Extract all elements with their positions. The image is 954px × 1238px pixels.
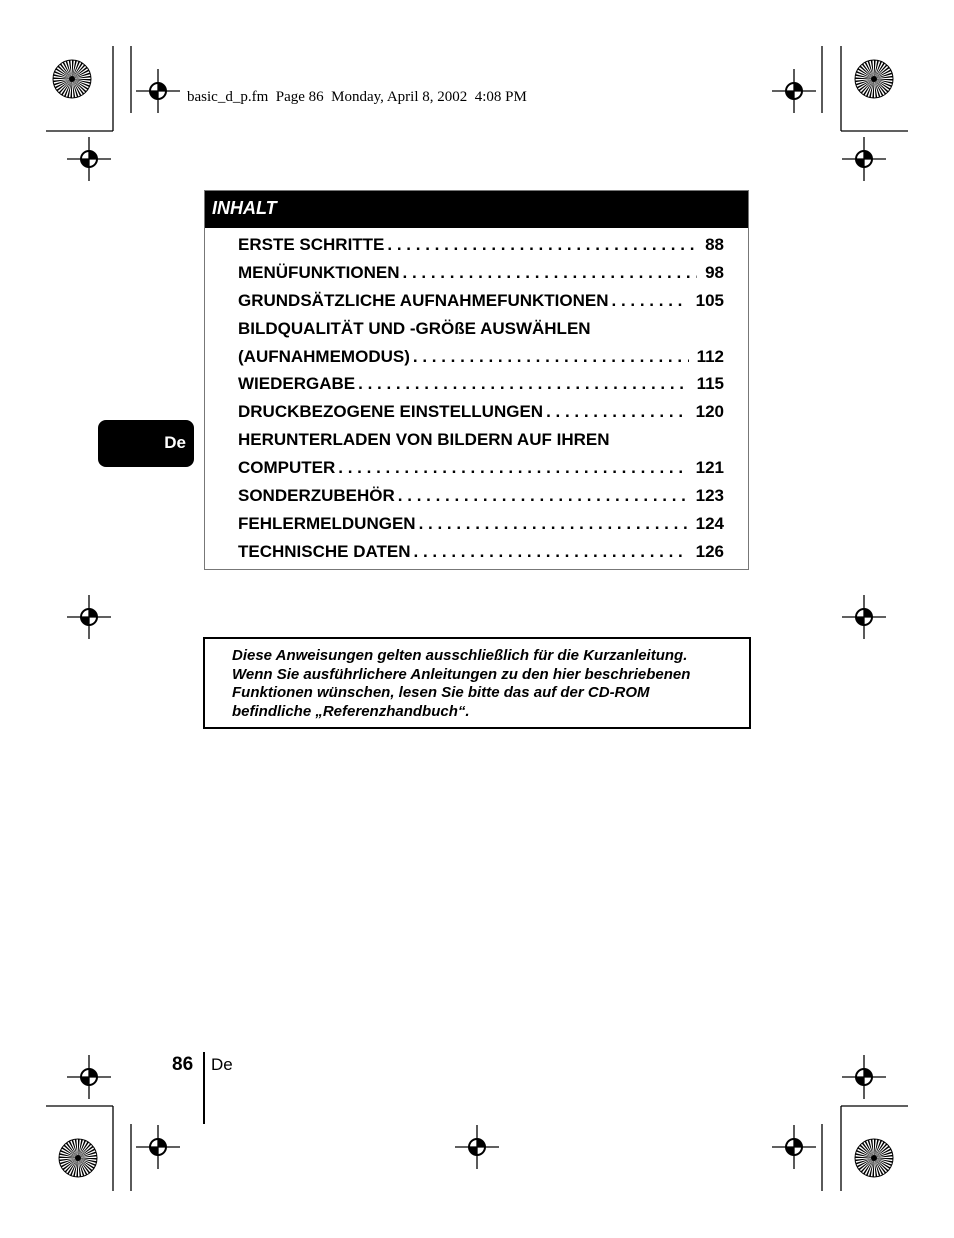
toc-entry-page: 126 [695, 541, 724, 561]
toc-entry-page: 121 [695, 458, 724, 478]
toc-leader-dots [338, 458, 687, 478]
toc-leader-dots [387, 235, 697, 255]
toc-leader-dots [612, 291, 688, 311]
toc-entry-title: HERUNTERLADEN VON BILDERN AUF IHREN [238, 430, 610, 450]
toc-leader-dots [413, 347, 689, 367]
starburst-center [871, 76, 877, 82]
note-line: befindliche „Referenzhandbuch“. [232, 702, 470, 720]
toc-leader-dots [358, 374, 688, 394]
toc-entry [238, 259, 724, 287]
toc-entry [238, 538, 724, 566]
note-line: Diese Anweisungen gelten ausschließlich für die Kurzanleitung. [232, 647, 688, 664]
toc-entry-title: FEHLERMELDUNGEN [238, 513, 416, 533]
toc-entry-title: ERSTE SCHRITTE [238, 234, 385, 254]
toc-entry-title: (AUFNAHMEMODUS) [238, 346, 410, 366]
toc-entry-page: 105 [695, 290, 724, 310]
toc-leader-dots [403, 263, 698, 283]
note-line: Wenn Sie ausführlichere Anleitungen zu den hier beschriebenen [232, 665, 691, 683]
toc-entry [238, 454, 724, 482]
toc-entry [238, 315, 724, 343]
toc-entry-page: 120 [695, 402, 724, 422]
starburst-center [75, 1155, 81, 1161]
toc-entry-page: 98 [705, 262, 724, 282]
toc-entry-page: 115 [696, 374, 724, 394]
toc-entry [238, 287, 724, 315]
footer-language: De [211, 1055, 233, 1074]
toc-entry-page: 112 [696, 346, 724, 366]
toc-entry [238, 482, 724, 510]
toc-entry-title: BILDQUALITÄT UND -GRÖßE AUSWÄHLEN [238, 318, 591, 338]
toc-entry [238, 426, 724, 454]
toc-entry [238, 510, 724, 538]
toc-entry [238, 370, 724, 398]
toc-entry-page: 124 [695, 513, 724, 533]
toc-entry-title: GRUNDSÄTZLICHE AUFNAHMEFUNKTIONEN [238, 290, 609, 310]
toc-entry [238, 398, 724, 426]
starburst-center [871, 1155, 877, 1161]
language-tab: De [98, 420, 194, 467]
toc-entry-title: MENÜFUNKTIONEN [238, 262, 400, 282]
toc-entry-page: 123 [695, 485, 724, 505]
table-of-contents [204, 190, 749, 570]
note-line: Funktionen wünschen, lesen Sie bitte das auf der CD-ROM [232, 684, 650, 701]
toc-entry-title: TECHNISCHE DATEN [238, 541, 411, 561]
toc-leader-dots [414, 542, 688, 562]
toc-list [238, 231, 724, 566]
footer-divider [203, 1052, 205, 1124]
toc-title: INHALT [205, 191, 748, 228]
toc-entry [238, 231, 724, 259]
page-number: 86 [172, 1054, 194, 1075]
toc-entry [238, 343, 724, 371]
toc-entry-title: WIEDERGABE [238, 374, 356, 394]
starburst-center [69, 76, 75, 82]
file-info-header: basic_d_p.fm Page 86 Monday, April 8, 2002 4:08 PM [187, 89, 527, 105]
toc-leader-dots [419, 514, 688, 534]
toc-entry-title: DRUCKBEZOGENE EINSTELLUNGEN [238, 402, 544, 422]
toc-leader-dots [546, 402, 688, 422]
toc-entry-page: 88 [705, 234, 724, 254]
note-box [203, 637, 751, 729]
toc-entry-title: COMPUTER [238, 458, 336, 478]
toc-entry-title: SONDERZUBEHÖR [238, 485, 395, 505]
toc-leader-dots [398, 486, 688, 506]
